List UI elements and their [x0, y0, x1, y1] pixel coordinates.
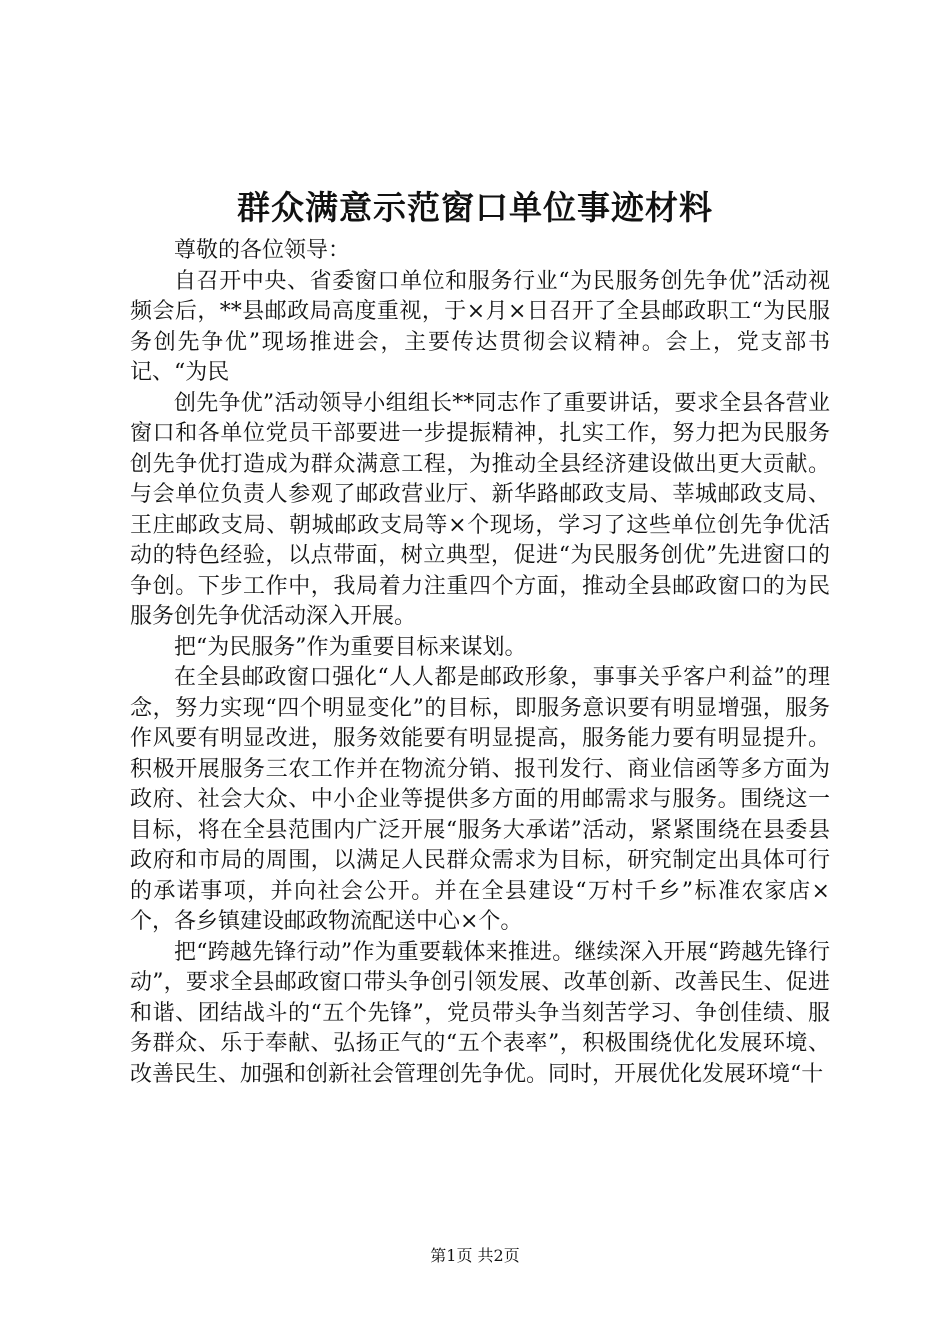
document-title: 群众满意示范窗口单位事迹材料 — [237, 188, 713, 227]
salutation-paragraph: 尊敬的各位领导： — [174, 238, 351, 263]
body-paragraph: 自召开中央、省委窗口单位和服务行业“为民服务创先争优”活动视频会后，**县邮政局高度重视，于×月×日召开了全县邮政职工“为民服务创先争优”现场推进会，主要传达贯彻会议精神。会上，党支部书记、“为民 — [130, 268, 830, 385]
section-heading-paragraph: 把“为民服务”作为重要目标来谋划。 — [174, 634, 527, 660]
body-paragraph: 在全县邮政窗口强化“人人都是邮政形象，事事关乎客户利益”的理念，努力实现“四个明显变化”的目标，即服务意识要有明显增强，服务作风要有明显改进，服务效能要有明显提高，服务能力要有明显提升。积极开展服务三农工作并在物流分销、报刊发行、商业信函等多方面为政府、社会大众、中小企业等提供多方面的用邮需求与服务。围绕这一目标，将在全县范围内广泛开展“服务大承诺”活动，紧紧围绕在县委县政府和市局的周围，以满足人民群众需求为目标，研究制定出具体可行的承诺事项，并向社会公开。并在全县建设“万村千乡”标准农家店×个，各乡镇建设邮政物流配送中心×个。 — [130, 665, 830, 934]
body-paragraph: 把“跨越先锋行动”作为重要载体来推进。继续深入开展“跨越先锋行动”，要求全县邮政窗口带头争创引领发展、改革创新、改善民生、促进和谐、团结战斗的“五个先锋”，党员带头争当刻苦学习、争创佳绩、服务群众、乐于奉献、弘扬正气的“五个表率”，积极围绕优化发展环境、改善民生、加强和创新社会管理创先争优。同时，开展优化发展环境“十 — [130, 939, 830, 1087]
body-paragraph: 创先争优”活动领导小组组长**同志作了重要讲话，要求全县各营业窗口和各单位党员干部要进一步提振精神，扎实工作，努力把为民服务创先争优打造成为群众满意工程，为推动全县经济建设做出更大贡献。与会单位负责人参观了邮政营业厅、新华路邮政支局、莘城邮政支局、王庄邮政支局、朝城邮政支局等×个现场，学习了这些单位创先争优活动的特色经验，以点带面，树立典型，促进“为民服务创优”先进窗口的争创。下步工作中，我局着力注重四个方面，推动全县邮政窗口的为民服务创先争优活动深入开展。 — [130, 390, 830, 629]
document-body — [130, 236, 830, 1090]
page-number-footer: 第1页 共2页 — [430, 1246, 520, 1265]
